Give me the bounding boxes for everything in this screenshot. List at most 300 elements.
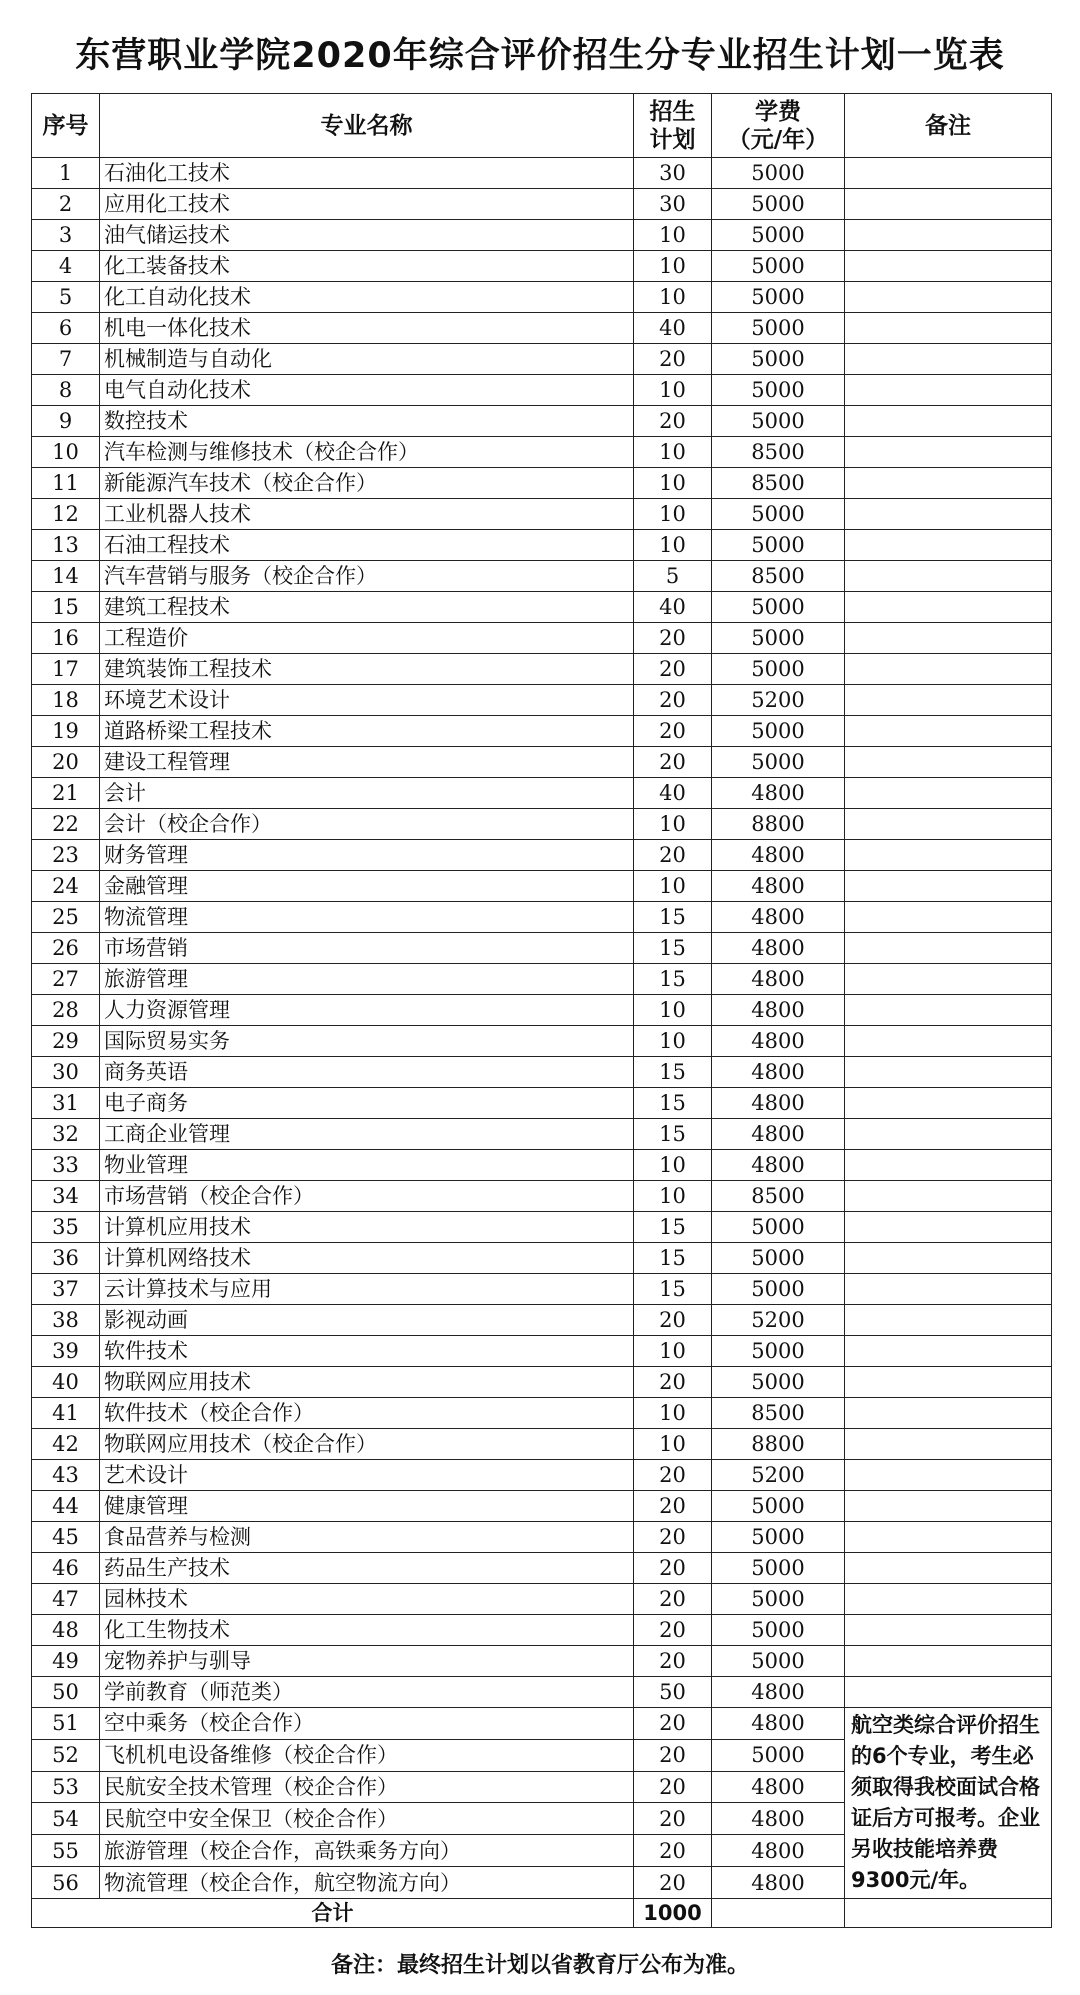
cell-note [845,654,1052,685]
cell-plan: 10 [634,995,712,1026]
cell-no: 12 [32,499,100,530]
cell-fee: 5000 [712,747,845,778]
table-row [32,189,1052,220]
cell-plan: 20 [634,716,712,747]
cell-plan: 15 [634,902,712,933]
cell-no: 52 [32,1739,100,1771]
total-label: 合计 [32,1899,634,1928]
cell-major-name: 会计（校企合作） [100,809,634,840]
cell-major-name: 石油化工技术 [100,158,634,189]
cell-major-name: 健康管理 [100,1491,634,1522]
cell-plan: 15 [634,1243,712,1274]
table-row [32,902,1052,933]
cell-major-name: 建筑工程技术 [100,592,634,623]
cell-plan: 50 [634,1677,712,1708]
cell-note [845,1119,1052,1150]
cell-no: 15 [32,592,100,623]
cell-no: 21 [32,778,100,809]
header-fee-line2: （元/年） [727,126,829,153]
table-row [32,871,1052,902]
cell-major-name: 会计 [100,778,634,809]
table-row [32,220,1052,251]
cell-plan: 10 [634,1026,712,1057]
cell-no: 28 [32,995,100,1026]
cell-no: 35 [32,1212,100,1243]
cell-fee: 5000 [712,499,845,530]
cell-fee: 4800 [712,902,845,933]
cell-plan: 20 [634,1460,712,1491]
table-row [32,1305,1052,1336]
cell-major-name: 物业管理 [100,1150,634,1181]
table-header-row [32,94,1052,158]
cell-no: 55 [32,1835,100,1867]
table-row [32,654,1052,685]
cell-major-name: 石油工程技术 [100,530,634,561]
cell-no: 7 [32,344,100,375]
cell-major-name: 汽车营销与服务（校企合作） [100,561,634,592]
cell-plan: 20 [634,344,712,375]
table-row [32,530,1052,561]
cell-major-name: 机械制造与自动化 [100,344,634,375]
cell-no: 51 [32,1708,100,1740]
cell-major-name: 化工自动化技术 [100,282,634,313]
cell-fee: 5000 [712,530,845,561]
cell-major-name: 金融管理 [100,871,634,902]
cell-note [845,1243,1052,1274]
cell-plan: 40 [634,778,712,809]
cell-note [845,1150,1052,1181]
table-row [32,375,1052,406]
cell-major-name: 油气储运技术 [100,220,634,251]
cell-no: 17 [32,654,100,685]
cell-plan: 20 [634,1867,712,1899]
cell-no: 11 [32,468,100,499]
cell-fee: 5000 [712,1274,845,1305]
table-row [32,1708,1052,1740]
cell-plan: 20 [634,1553,712,1584]
cell-fee: 5000 [712,654,845,685]
cell-note [845,437,1052,468]
cell-note [845,809,1052,840]
header-plan [634,94,712,158]
cell-plan: 20 [634,1803,712,1835]
cell-no: 6 [32,313,100,344]
cell-plan: 15 [634,1057,712,1088]
cell-note [845,406,1052,437]
table-row [32,282,1052,313]
cell-plan: 30 [634,189,712,220]
cell-plan: 15 [634,1119,712,1150]
cell-fee: 5000 [712,1553,845,1584]
cell-note [845,1584,1052,1615]
table-row [32,1119,1052,1150]
cell-no: 14 [32,561,100,592]
cell-no: 30 [32,1057,100,1088]
cell-plan: 20 [634,1708,712,1740]
cell-note [845,995,1052,1026]
cell-major-name: 应用化工技术 [100,189,634,220]
cell-fee: 8800 [712,1429,845,1460]
cell-major-name: 计算机应用技术 [100,1212,634,1243]
cell-plan: 20 [634,1646,712,1677]
table-row [32,933,1052,964]
cell-major-name: 数控技术 [100,406,634,437]
table-row [32,1057,1052,1088]
cell-major-name: 电气自动化技术 [100,375,634,406]
table-row [32,623,1052,654]
cell-note [845,871,1052,902]
table-row [32,437,1052,468]
cell-plan: 30 [634,158,712,189]
cell-major-name: 道路桥梁工程技术 [100,716,634,747]
cell-no: 37 [32,1274,100,1305]
header-fee [712,94,845,158]
table-row [32,468,1052,499]
cell-major-name: 新能源汽车技术（校企合作） [100,468,634,499]
cell-no: 16 [32,623,100,654]
cell-fee: 4800 [712,778,845,809]
table-row [32,685,1052,716]
cell-note [845,1460,1052,1491]
cell-no: 1 [32,158,100,189]
cell-note [845,1026,1052,1057]
cell-note [845,561,1052,592]
total-fee-empty [712,1899,845,1928]
header-note: 备注 [845,94,1052,158]
cell-fee: 5000 [712,1491,845,1522]
cell-major-name: 药品生产技术 [100,1553,634,1584]
cell-note [845,1491,1052,1522]
cell-note [845,1398,1052,1429]
table-row [32,809,1052,840]
table-row [32,1646,1052,1677]
cell-plan: 20 [634,1615,712,1646]
cell-plan: 20 [634,1491,712,1522]
cell-major-name: 民航空中安全保卫（校企合作） [100,1803,634,1835]
cell-no: 10 [32,437,100,468]
cell-plan: 20 [634,1522,712,1553]
cell-fee: 4800 [712,871,845,902]
cell-fee: 4800 [712,1708,845,1740]
cell-note [845,499,1052,530]
cell-major-name: 物联网应用技术（校企合作） [100,1429,634,1460]
cell-plan: 5 [634,561,712,592]
table-row [32,158,1052,189]
cell-note [845,1615,1052,1646]
cell-note [845,933,1052,964]
table-row [32,251,1052,282]
table-body [32,158,1052,1928]
table-row [32,778,1052,809]
cell-no: 50 [32,1677,100,1708]
cell-plan: 10 [634,251,712,282]
cell-plan: 20 [634,1739,712,1771]
cell-fee: 5000 [712,1212,845,1243]
cell-note [845,1305,1052,1336]
cell-fee: 8800 [712,809,845,840]
cell-plan: 20 [634,1305,712,1336]
cell-major-name: 物流管理 [100,902,634,933]
cell-plan: 15 [634,933,712,964]
cell-no: 41 [32,1398,100,1429]
cell-plan: 20 [634,623,712,654]
cell-fee: 5000 [712,1739,845,1771]
cell-note [845,530,1052,561]
cell-major-name: 云计算技术与应用 [100,1274,634,1305]
cell-plan: 10 [634,468,712,499]
cell-major-name: 物联网应用技术 [100,1367,634,1398]
cell-no: 38 [32,1305,100,1336]
cell-fee: 4800 [712,995,845,1026]
cell-no: 20 [32,747,100,778]
cell-major-name: 民航安全技术管理（校企合作） [100,1771,634,1803]
cell-no: 32 [32,1119,100,1150]
table-row [32,1150,1052,1181]
cell-plan: 15 [634,1274,712,1305]
cell-plan: 10 [634,871,712,902]
cell-no: 9 [32,406,100,437]
cell-fee: 5200 [712,1305,845,1336]
enrollment-plan-table [31,93,1052,1928]
cell-no: 29 [32,1026,100,1057]
cell-no: 54 [32,1803,100,1835]
cell-fee: 8500 [712,561,845,592]
cell-fee: 5000 [712,220,845,251]
table-row [32,1026,1052,1057]
cell-major-name: 艺术设计 [100,1460,634,1491]
cell-major-name: 空中乘务（校企合作） [100,1708,634,1740]
cell-major-name: 汽车检测与维修技术（校企合作） [100,437,634,468]
table-row [32,1460,1052,1491]
cell-major-name: 环境艺术设计 [100,685,634,716]
table-row [32,747,1052,778]
cell-plan: 10 [634,1336,712,1367]
cell-plan: 20 [634,840,712,871]
cell-plan: 10 [634,530,712,561]
cell-major-name: 财务管理 [100,840,634,871]
cell-fee: 5000 [712,158,845,189]
cell-no: 46 [32,1553,100,1584]
cell-fee: 5000 [712,282,845,313]
total-value: 1000 [634,1899,712,1928]
cell-plan: 15 [634,1088,712,1119]
cell-fee: 5000 [712,1367,845,1398]
cell-fee: 4800 [712,1088,845,1119]
table-row [32,561,1052,592]
total-row [32,1899,1052,1928]
table-row [32,840,1052,871]
cell-no: 49 [32,1646,100,1677]
cell-no: 27 [32,964,100,995]
cell-no: 34 [32,1181,100,1212]
table-row [32,1491,1052,1522]
cell-major-name: 工商企业管理 [100,1119,634,1150]
table-row [32,1584,1052,1615]
cell-fee: 8500 [712,437,845,468]
cell-plan: 40 [634,313,712,344]
cell-major-name: 园林技术 [100,1584,634,1615]
table-row [32,1522,1052,1553]
cell-fee: 5000 [712,1243,845,1274]
cell-plan: 10 [634,220,712,251]
table-row [32,1243,1052,1274]
cell-no: 36 [32,1243,100,1274]
cell-note [845,747,1052,778]
cell-fee: 5000 [712,592,845,623]
table-row [32,1274,1052,1305]
cell-major-name: 宠物养护与驯导 [100,1646,634,1677]
header-fee-line1: 学费 [755,98,801,125]
cell-major-name: 电子商务 [100,1088,634,1119]
cell-fee: 8500 [712,1181,845,1212]
cell-no: 45 [32,1522,100,1553]
cell-major-name: 建筑装饰工程技术 [100,654,634,685]
cell-major-name: 市场营销（校企合作） [100,1181,634,1212]
cell-no: 22 [32,809,100,840]
cell-fee: 4800 [712,1835,845,1867]
table-row [32,1677,1052,1708]
cell-note [845,778,1052,809]
cell-plan: 15 [634,964,712,995]
cell-major-name: 化工装备技术 [100,251,634,282]
table-row [32,1336,1052,1367]
cell-note [845,716,1052,747]
cell-no: 43 [32,1460,100,1491]
cell-plan: 10 [634,1150,712,1181]
cell-plan: 10 [634,1398,712,1429]
header-plan-line1: 招生 [649,98,696,125]
header-no: 序号 [32,94,100,158]
cell-fee: 4800 [712,840,845,871]
cell-major-name: 飞机机电设备维修（校企合作） [100,1739,634,1771]
cell-no: 31 [32,1088,100,1119]
cell-fee: 5000 [712,1646,845,1677]
cell-fee: 4800 [712,1677,845,1708]
enrollment-plan-sheet [31,93,1051,1928]
cell-note [845,468,1052,499]
cell-plan: 10 [634,282,712,313]
cell-fee: 5000 [712,716,845,747]
cell-plan: 20 [634,1835,712,1867]
cell-major-name: 建设工程管理 [100,747,634,778]
cell-no: 44 [32,1491,100,1522]
footnote: 备注：最终招生计划以省教育厅公布为准。 [330,1953,749,1978]
table-row [32,313,1052,344]
cell-note [845,1553,1052,1584]
cell-fee: 4800 [712,1867,845,1899]
cell-no: 40 [32,1367,100,1398]
cell-note [845,1057,1052,1088]
cell-fee: 5000 [712,1522,845,1553]
cell-major-name: 商务英语 [100,1057,634,1088]
cell-plan: 10 [634,809,712,840]
cell-plan: 20 [634,685,712,716]
cell-no: 8 [32,375,100,406]
cell-no: 13 [32,530,100,561]
cell-major-name: 化工生物技术 [100,1615,634,1646]
table-row [32,406,1052,437]
table-row [32,1212,1052,1243]
cell-major-name: 软件技术 [100,1336,634,1367]
cell-fee: 4800 [712,933,845,964]
cell-major-name: 旅游管理（校企合作，高铁乘务方向） [100,1835,634,1867]
table-row [32,716,1052,747]
cell-note [845,1274,1052,1305]
cell-note [845,1088,1052,1119]
cell-note [845,344,1052,375]
cell-major-name: 计算机网络技术 [100,1243,634,1274]
cell-no: 47 [32,1584,100,1615]
table-row [32,344,1052,375]
cell-no: 4 [32,251,100,282]
cell-no: 26 [32,933,100,964]
cell-plan: 10 [634,499,712,530]
cell-fee: 4800 [712,1771,845,1803]
cell-note [845,1336,1052,1367]
cell-note [845,592,1052,623]
cell-note [845,1367,1052,1398]
cell-major-name: 机电一体化技术 [100,313,634,344]
cell-fee: 5000 [712,1584,845,1615]
cell-plan: 20 [634,406,712,437]
cell-fee: 4800 [712,1026,845,1057]
cell-no: 25 [32,902,100,933]
cell-fee: 4800 [712,1057,845,1088]
table-row [32,995,1052,1026]
header-name: 专业名称 [100,94,634,158]
cell-major-name: 市场营销 [100,933,634,964]
cell-plan: 10 [634,375,712,406]
cell-plan: 10 [634,1181,712,1212]
cell-note [845,685,1052,716]
cell-major-name: 食品营养与检测 [100,1522,634,1553]
cell-major-name: 人力资源管理 [100,995,634,1026]
cell-no: 56 [32,1867,100,1899]
cell-no: 48 [32,1615,100,1646]
cell-fee: 5200 [712,1460,845,1491]
cell-plan: 10 [634,1429,712,1460]
cell-fee: 5000 [712,406,845,437]
cell-note [845,1677,1052,1708]
cell-no: 24 [32,871,100,902]
cell-no: 3 [32,220,100,251]
table-row [32,1181,1052,1212]
cell-fee: 5000 [712,189,845,220]
cell-fee: 4800 [712,1119,845,1150]
table-row [32,1088,1052,1119]
cell-note [845,840,1052,871]
table-row [32,1553,1052,1584]
total-note-empty [845,1899,1052,1928]
cell-note [845,158,1052,189]
cell-fee: 4800 [712,1803,845,1835]
cell-no: 42 [32,1429,100,1460]
table-row [32,499,1052,530]
cell-major-name: 旅游管理 [100,964,634,995]
cell-no: 39 [32,1336,100,1367]
cell-fee: 5000 [712,375,845,406]
cell-no: 53 [32,1771,100,1803]
table-row [32,1367,1052,1398]
table-row [32,1429,1052,1460]
cell-no: 2 [32,189,100,220]
cell-plan: 10 [634,437,712,468]
cell-plan: 20 [634,1771,712,1803]
cell-note [845,1181,1052,1212]
cell-major-name: 工业机器人技术 [100,499,634,530]
cell-no: 33 [32,1150,100,1181]
table-row [32,1398,1052,1429]
